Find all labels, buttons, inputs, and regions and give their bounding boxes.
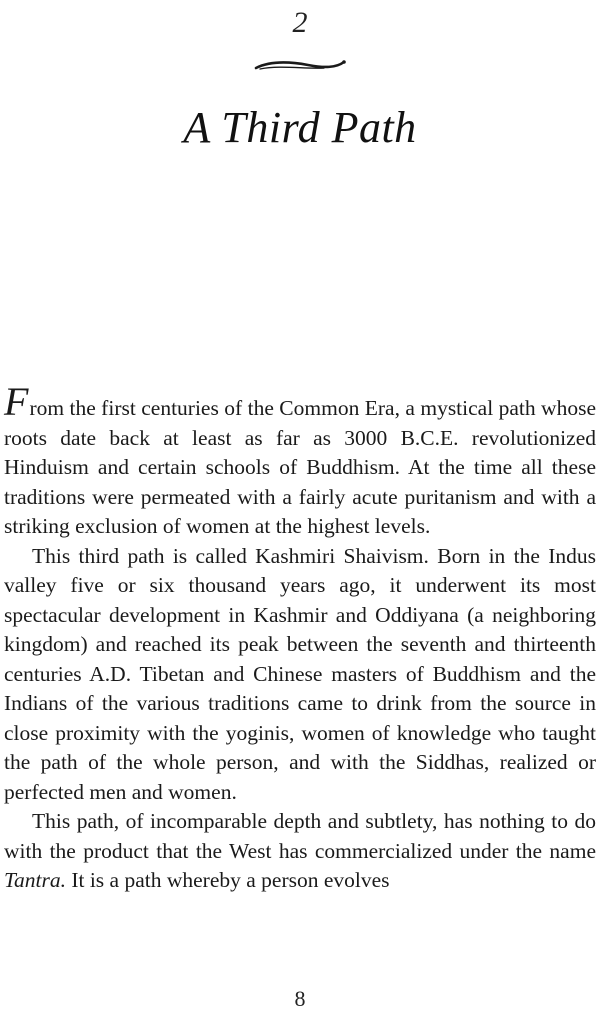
page-number: 8	[294, 986, 306, 1011]
drop-initial: F	[4, 379, 29, 424]
ornament-swash-icon	[252, 56, 348, 76]
body-text	[4, 379, 596, 896]
chapter-title: A Third Path	[183, 103, 417, 152]
tantra-italic: Tantra.	[4, 868, 66, 892]
chapter-number: 2	[292, 6, 308, 39]
paragraph-2: This third path is called Kashmiri Shaivism. Born in the Indus valley five or six thousand years ago, it underwent its most spectacular development in Kashmir and Oddiyana (a neighboring kingdom) and reached its peak between the seventh and thirteenth centuries A.D. Tibetan and Chinese masters of Buddhism and the Indians of the various traditions came to drink from the source in close proximity with the yoginis, women of knowledge who taught the path of the whole person, and with the Siddhas, realized or perfected men and women.	[4, 543, 596, 804]
paragraph-1-text: rom the first centuries of the Common Era, a mystical path whose roots date back at least as far as 3000 B.C.E. revolutionized Hinduism and certain schools of Buddhism. At the time all these traditions were permeated with a fairly acute puritanism and with a striking exclusion of women at the highest levels.	[4, 396, 596, 538]
paragraph-1	[4, 379, 596, 542]
paragraph-3	[4, 807, 596, 896]
paragraph-3-text-end: It is a path whereby a person evolves	[65, 868, 390, 892]
paragraph-3-text-start: This path, of incomparable depth and subtlety, has nothing to do with the product that the West has commercialized under the name	[4, 809, 596, 863]
